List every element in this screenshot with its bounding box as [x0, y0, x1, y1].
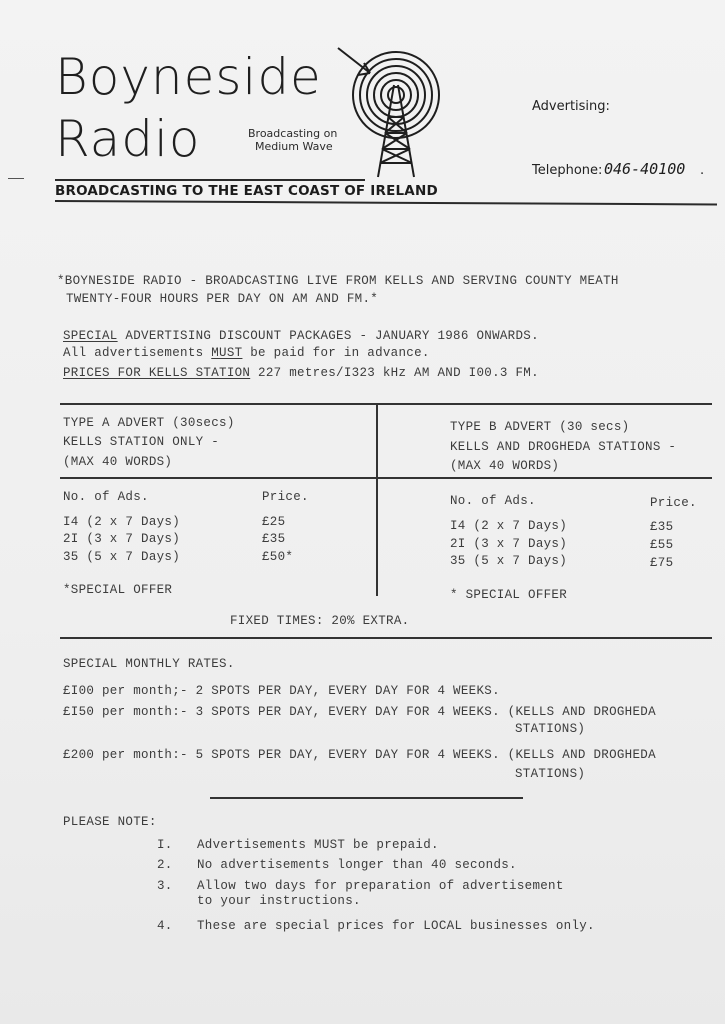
discount-rest: ADVERTISING DISCOUNT PACKAGES - JANUARY 1986 ONWARDS. — [117, 329, 539, 343]
note-3-number: 3. — [157, 879, 173, 893]
type-a-col-ads: No. of Ads. — [63, 490, 149, 504]
special-word: SPECIAL — [63, 329, 118, 343]
type-a-row2-ads: 2I (3 x 7 Days) — [63, 532, 181, 546]
section-rule — [210, 797, 523, 799]
table-rule-top — [60, 403, 712, 405]
monthly-rate3-cont: STATIONS) — [515, 767, 586, 781]
prices-rest: 227 metres/I323 kHz AM AND I00.3 FM. — [250, 366, 539, 380]
type-a-row1-ads: I4 (2 x 7 Days) — [63, 515, 181, 529]
type-a-row3-ads: 35 (5 x 7 Days) — [63, 550, 181, 564]
monthly-rate1: £I00 per month;- 2 SPOTS PER DAY, EVERY DAY FOR 4 WEEKS. — [63, 684, 500, 698]
type-b-offer: * SPECIAL OFFER — [450, 588, 568, 602]
note-4-text: These are special prices for LOCAL businesses only. — [197, 919, 595, 933]
type-a-row2-price: £35 — [262, 532, 286, 546]
type-b-row1-ads: I4 (2 x 7 Days) — [450, 519, 568, 533]
prices-underlined: PRICES FOR KELLS STATION — [63, 366, 251, 380]
type-a-row1-price: £25 — [262, 515, 286, 529]
monthly-rate2: £I50 per month:- 3 SPOTS PER DAY, EVERY DAY FOR 4 WEEKS. (KELLS AND DROGHEDA — [63, 705, 656, 719]
monthly-rate2-cont: STATIONS) — [515, 722, 586, 736]
note-3-text: Allow two days for preparation of advertisement — [197, 879, 564, 893]
telephone-number: 046-40100 — [604, 160, 686, 178]
note-1-number: I. — [157, 838, 173, 852]
banner-text: BROADCASTING TO THE EAST COAST OF IRELAND — [55, 183, 438, 199]
table-rule-mid — [60, 477, 712, 479]
telephone-suffix: . — [700, 163, 705, 178]
intro-line2: TWENTY-FOUR HOURS PER DAY ON AM AND FM.* — [66, 292, 379, 306]
prepaid-must: MUST — [211, 346, 243, 360]
table-rule-bottom — [60, 637, 712, 639]
type-a-col-price: Price. — [262, 490, 309, 504]
prepaid-line — [63, 346, 430, 360]
table-divider — [376, 404, 378, 596]
type-b-row2-price: £55 — [650, 538, 674, 552]
prepaid-after: be paid for in advance. — [242, 346, 430, 360]
type-a-max: (MAX 40 WORDS) — [63, 455, 173, 469]
monthly-rate3: £200 per month:- 5 SPOTS PER DAY, EVERY DAY FOR 4 WEEKS. (KELLS AND DROGHEDA — [63, 748, 656, 762]
intro-line1: *BOYNESIDE RADIO - BROADCASTING LIVE FROM KELLS AND SERVING COUNTY MEATH — [57, 274, 619, 288]
tagline-line1: Broadcasting on — [248, 127, 338, 140]
type-b-col-ads: No. of Ads. — [450, 494, 536, 508]
radio-mast-logo — [330, 45, 445, 180]
fixed-times: FIXED TIMES: 20% EXTRA. — [230, 614, 410, 628]
margin-mark — [8, 178, 24, 179]
letterhead-rule-top — [55, 179, 365, 181]
type-b-row3-ads: 35 (5 x 7 Days) — [450, 554, 568, 568]
type-b-col-price: Price. — [650, 496, 697, 510]
type-a-station: KELLS STATION ONLY - — [63, 435, 220, 449]
prices-line — [63, 366, 539, 380]
type-a-offer: *SPECIAL OFFER — [63, 583, 173, 597]
prepaid-before: All advertisements — [63, 346, 212, 360]
type-a-title: TYPE A ADVERT (30secs) — [63, 416, 235, 430]
type-b-row3-price: £75 — [650, 556, 674, 570]
type-b-row2-ads: 2I (3 x 7 Days) — [450, 537, 568, 551]
discount-packages-line — [63, 329, 539, 343]
notes-heading: PLEASE NOTE: — [63, 815, 157, 829]
type-b-title: TYPE B ADVERT (30 secs) — [450, 420, 630, 434]
advertising-label: Advertising: — [532, 99, 610, 114]
note-1-text: Advertisements MUST be prepaid. — [197, 838, 439, 852]
type-a-row3-price: £50* — [262, 550, 294, 564]
logo-radio: Radio — [55, 110, 201, 168]
letterhead-rule-bottom — [55, 200, 717, 205]
note-2-text: No advertisements longer than 40 seconds. — [197, 858, 517, 872]
note-3-continuation: to your instructions. — [197, 894, 361, 908]
note-4-number: 4. — [157, 919, 173, 933]
type-b-max: (MAX 40 WORDS) — [450, 459, 560, 473]
logo-boyneside: Boyneside — [55, 48, 322, 106]
type-b-row1-price: £35 — [650, 520, 674, 534]
tagline-line2: Medium Wave — [255, 140, 333, 153]
note-2-number: 2. — [157, 858, 173, 872]
telephone-label: Telephone: — [532, 163, 603, 178]
monthly-heading: SPECIAL MONTHLY RATES. — [63, 657, 235, 671]
type-b-station: KELLS AND DROGHEDA STATIONS - — [450, 440, 677, 454]
